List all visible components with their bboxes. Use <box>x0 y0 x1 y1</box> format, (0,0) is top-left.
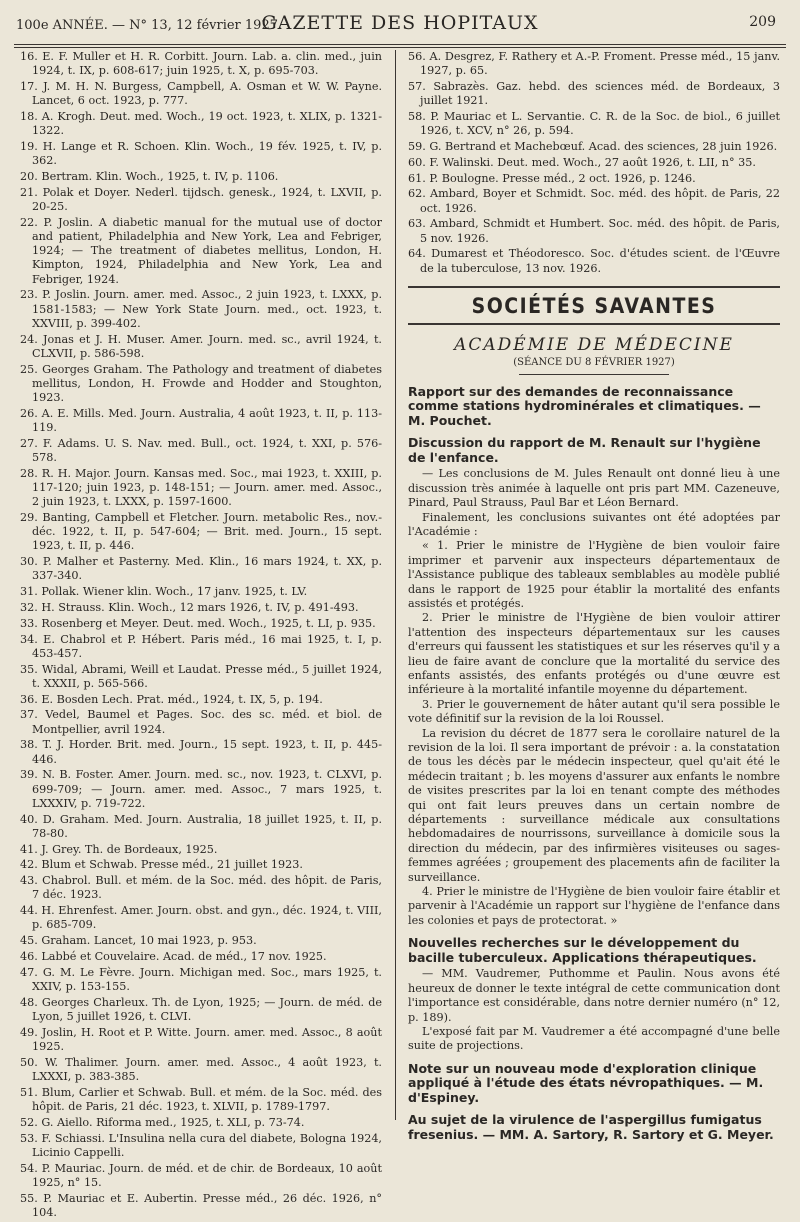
reference-entry: 16. E. F. Muller et H. R. Corbitt. Journ. Lab. a. clin. med., juin 1924, t. IX, p. 608-617; juin 1925, t. X, p. 695-703. <box>20 50 382 78</box>
reference-entry: 63. Ambard, Schmidt et Humbert. Soc. méd. des hôpit. de Paris, 5 nov. 1926. <box>408 217 780 245</box>
reference-entry: 41. J. Grey. Th. de Bordeaux, 1925. <box>20 842 218 856</box>
article-body-renault <box>408 467 780 928</box>
reference-entry: 31. Pollak. Wiener klin. Woch., 17 janv. 1925, t. LV. <box>20 585 308 599</box>
academy-heading: ACADÉMIE DE MÉDECINE <box>454 334 734 355</box>
reference-entry: 19. H. Lange et R. Schoen. Klin. Woch., 19 fév. 1925, t. IV, p. 362. <box>20 140 382 168</box>
reference-entry: 46. Labbé et Couvelaire. Acad. de méd., 17 nov. 1925. <box>20 950 327 963</box>
short-rule <box>519 374 669 375</box>
section-title: SOCIÉTÉS SAVANTES <box>408 286 780 325</box>
reference-entry: 58. P. Mauriac et L. Servantie. C. R. de la Soc. de biol., 6 juillet 1926, t. XCV, n° 26, p. 594. <box>408 110 780 138</box>
left-column <box>20 50 382 1222</box>
reference-entry: 21. Polak et Doyer. Nederl. tijdsch. genesk., 1924, t. LXVII, p. 20-25. <box>20 185 382 213</box>
reference-entry: 55. P. Mauriac et E. Aubertin. Presse méd., 26 déc. 1926, n° 104. <box>20 1191 382 1219</box>
article-paragraph: Finalement, les conclusions suivantes ont été adoptées par l'Académie : <box>408 510 780 538</box>
article-heading-aspergillus: Au sujet de la virulence de l'aspergillus fumigatus fresenius. — MM. A. Sartory, R. Sartory et G. Meyer. <box>408 1112 774 1142</box>
reference-entry: 45. Graham. Lancet, 10 mai 1923, p. 953. <box>20 934 257 948</box>
header-rule-top <box>14 44 786 45</box>
reference-entry: 52. G. Aiello. Riforma med., 1925, t. XLI, p. 73-74. <box>20 1115 305 1129</box>
article-body-tuberculeux <box>408 967 780 1053</box>
reference-list-right <box>408 50 780 276</box>
reference-entry: 28. R. H. Major. Journ. Kansas med. Soc., mai 1923, t. XXIII, p. 117-120; juin 1923, p. 148-151; — Journ. amer. med. Assoc., 2 juin 1923, t. LXXX, p. 1597-1600. <box>20 466 382 509</box>
reference-entry: 38. T. J. Horder. Brit. med. Journ., 15 sept. 1923, t. II, p. 445-446. <box>20 738 382 766</box>
reference-entry: 56. A. Desgrez, F. Rathery et A.-P. Froment. Presse méd., 15 janv. 1927, p. 65. <box>408 50 780 78</box>
reference-entry: 54. P. Mauriac. Journ. de méd. et de chir. de Bordeaux, 10 août 1925, n° 15. <box>20 1161 382 1189</box>
reference-entry: 30. P. Malher et Pasterny. Med. Klin., 16 mars 1924, t. XX, p. 337-340. <box>20 555 382 583</box>
reference-entry: 49. Joslin, H. Root et P. Witte. Journ. amer. med. Assoc., 8 août 1925. <box>20 1025 382 1053</box>
header-rule-bottom <box>14 47 786 48</box>
column-divider <box>395 50 396 1120</box>
reference-entry: 29. Banting, Campbell et Fletcher. Journ. metabolic Res., nov.-déc. 1922, t. II, p. 547-604; — Brit. med. Journ., 15 sept. 1923, t. II, p. 446. <box>20 511 382 553</box>
article-paragraph: — MM. Vaudremer, Puthomme et Paulin. Nous avons été heureux de donner le texte intégral de cette communication dont l'importance est considérable, dans notre dernier numéro (n° 12, p. 189). <box>408 967 780 1024</box>
reference-entry: 47. G. M. Le Fèvre. Journ. Michigan med. Soc., mars 1925, t. XXIV, p. 153-155. <box>20 965 382 993</box>
seance-date: (SÉANCE DU 8 FÉVRIER 1927) <box>513 356 675 368</box>
article-paragraph: L'exposé fait par M. Vaudremer a été accompagné d'une belle suite de projections. <box>408 1024 780 1053</box>
reference-entry: 37. Vedel, Baumel et Pages. Soc. des sc. méd. et biol. de Montpellier, avril 1924. <box>20 708 382 736</box>
article-paragraph: 4. Prier le ministre de l'Hygiène de bien vouloir faire établir et parvenir à l'Académie un rapport sur l'hygiène de l'enfance dans les colonies et pays de protectorat. » <box>408 885 780 927</box>
journal-title: GAZETTE DES HOPITAUX <box>261 12 539 34</box>
reference-entry: 20. Bertram. Klin. Woch., 1925, t. IV, p. 1106. <box>20 170 279 183</box>
article-heading-pouchet: Rapport sur des demandes de reconnaissance comme stations hydrominérales et climatiques. — M. Pouchet. <box>408 383 761 428</box>
article-heading-espiney: Note sur un nouveau mode d'exploration clinique appliqué à l'étude des états névropathiques. — M. d'Espiney. <box>408 1060 764 1105</box>
reference-entry: 60. F. Walinski. Deut. med. Woch., 27 août 1926, t. LII, n° 35. <box>408 155 756 169</box>
article-heading-renault: Discussion du rapport de M. Renault sur l'hygiène de l'enfance. <box>408 435 761 465</box>
page-number: 209 <box>749 14 776 30</box>
reference-entry: 22. P. Joslin. A diabetic manual for the mutual use of doctor and patient, Philadelphia and New York, Lea and Febriger, 1924; — The treatment of diabetes mellitus, London, H. Kimpton, 1924, Philadelphia and New York, Lea and Febriger, 1924. <box>20 215 382 286</box>
reference-entry: 26. A. E. Mills. Med. Journ. Australia, 4 août 1923, t. II, p. 113-119. <box>20 406 382 435</box>
issue-line: 100e ANNÉE. — N° 13, 12 février 1927. <box>16 18 283 33</box>
reference-entry: 35. Widal, Abrami, Weill et Laudat. Presse méd., 5 juillet 1924, t. XXXII, p. 565-566. <box>20 662 382 690</box>
reference-entry: 34. E. Chabrol et P. Hébert. Paris méd., 16 mai 1925, t. I, p. 453-457. <box>20 632 382 660</box>
reference-entry: 61. P. Boulogne. Presse méd., 2 oct. 1926, p. 1246. <box>408 171 696 185</box>
reference-entry: 17. J. M. H. N. Burgess, Campbell, A. Osman et W. W. Payne. Lancet, 6 oct. 1923, p. 777. <box>20 80 382 108</box>
reference-entry: 42. Blum et Schwab. Presse méd., 21 juillet 1923. <box>20 858 303 872</box>
reference-entry: 43. Chabrol. Bull. et mém. de la Soc. méd. des hôpit. de Paris, 7 déc. 1923. <box>20 874 382 902</box>
page-header <box>0 0 800 50</box>
article-paragraph: 3. Prier le gouvernement de hâter autant qu'il sera possible le vote définitif sur la revision de la loi Roussel. <box>408 697 780 726</box>
reference-entry: 18. A. Krogh. Deut. med. Woch., 19 oct. 1923, t. XLIX, p. 1321-1322. <box>20 110 382 138</box>
reference-list-left <box>20 50 382 1220</box>
reference-entry: 24. Jonas et J. H. Muser. Amer. Journ. med. sc., avril 1924, t. CLXVII, p. 586-598. <box>20 332 382 360</box>
reference-entry: 27. F. Adams. U. S. Nav. med. Bull., oct. 1924, t. XXI, p. 576-578. <box>20 436 382 465</box>
reference-entry: 48. Georges Charleux. Th. de Lyon, 1925; — Journ. de méd. de Lyon, 5 juillet 1926, t. CLVI. <box>20 995 382 1023</box>
reference-entry: 50. W. Thalimer. Journ. amer. med. Assoc., 4 août 1923, t. LXXXI, p. 383-385. <box>20 1055 382 1083</box>
reference-entry: 23. P. Joslin. Journ. amer. med. Assoc., 2 juin 1923, t. LXXX, p. 1581-1583; — New York State Journ. med., oct. 1923, t. XXVIII, p. 399-402. <box>20 288 382 330</box>
reference-entry: 53. F. Schiassi. L'Insulina nella cura del diabete, Bologna 1924, Licinio Cappelli. <box>20 1131 382 1159</box>
reference-entry: 32. H. Strauss. Klin. Woch., 12 mars 1926, t. IV, p. 491-493. <box>20 601 359 615</box>
reference-entry: 36. E. Bosden Lech. Prat. méd., 1924, t. IX, 5, p. 194. <box>20 692 323 706</box>
reference-entry: 33. Rosenberg et Meyer. Deut. med. Woch., 1925, t. LI, p. 935. <box>20 616 376 630</box>
reference-entry: 62. Ambard, Boyer et Schmidt. Soc. méd. des hôpit. de Paris, 22 oct. 1926. <box>408 187 780 215</box>
reference-entry: 44. H. Ehrenfest. Amer. Journ. obst. and gyn., déc. 1924, t. VIII, p. 685-709. <box>20 904 382 932</box>
reference-entry: 25. Georges Graham. The Pathology and treatment of diabetes mellitus, London, H. Frowde and Hodder and Stoughton, 1923. <box>20 362 382 405</box>
reference-entry: 39. N. B. Foster. Amer. Journ. med. sc., nov. 1923, t. CLXVI, p. 699-709; — Journ. amer. med. Assoc., 7 mars 1925, t. LXXXIV, p. 719-722. <box>20 768 382 810</box>
article-paragraph: 2. Prier le ministre de l'Hygiène de bien vouloir attirer l'attention des inspecteurs départementaux sur les causes d'erreurs qui faussent les statistiques et sur les réserves qu'il y a lieu de faire avant de conclure que la mortalité du service des enfants assistés, des enfants protégés ou d'une œuvre est inférieure à la mortalité infantile moyenne du département. <box>408 611 780 697</box>
reference-entry: 64. Dumarest et Théodoresco. Soc. d'études scient. de l'Œuvre de la tuberculose, 13 nov. 1926. <box>408 247 780 275</box>
right-column <box>408 50 780 1144</box>
reference-entry: 40. D. Graham. Med. Journ. Australia, 18 juillet 1925, t. II, p. 78-80. <box>20 812 382 840</box>
reference-entry: 57. Sabrazès. Gaz. hebd. des sciences méd. de Bordeaux, 3 juillet 1921. <box>408 80 780 108</box>
article-paragraph: « 1. Prier le ministre de l'Hygiène de bien vouloir faire imprimer et parvenir aux inspecteurs départementaux de l'Assistance publique des tableaux semblables au modèle publié dans le rapport de 1925 pour établir la mortalité des enfants assistés et protégés. <box>408 539 780 610</box>
article-paragraph: La revision du décret de 1877 sera le corollaire naturel de la revision de la loi. Il sera important de prévoir : a. la constatation de tous les décès par le médecin inspecteur, quel qu'ait été le médecin traitant ; b. les moyens d'assurer aux enfants le nombre de visites prescrites par la loi en tenant compte des méthodes qui ont fait leurs preuves dans un certain nombre de départements : surveillance médicale aux consultations hebdomadaires de nourrissons, surveillance à domicile sous la direction du médecin, par des infirmières visiteuses ou sages-femmes agréées ; groupement des placements afin de faciliter la surveillance. <box>408 726 780 884</box>
reference-entry: 59. G. Bertrand et Machebœuf. Acad. des sciences, 28 juin 1926. <box>408 140 778 153</box>
reference-entry: 51. Blum, Carlier et Schwab. Bull. et mém. de la Soc. méd. des hôpit. de Paris, 21 déc. 1923, t. XLVII, p. 1789-1797. <box>20 1085 382 1113</box>
article-heading-tuberculeux: Nouvelles recherches sur le développement du bacille tuberculeux. Applications thérapeutiques. <box>408 935 757 965</box>
article-paragraph: — Les conclusions de M. Jules Renault ont donné lieu à une discussion très animée à laquelle ont pris part MM. Cazeneuve, Pinard, Paul Strauss, Paul Bar et Léon Bernard. <box>408 467 780 510</box>
